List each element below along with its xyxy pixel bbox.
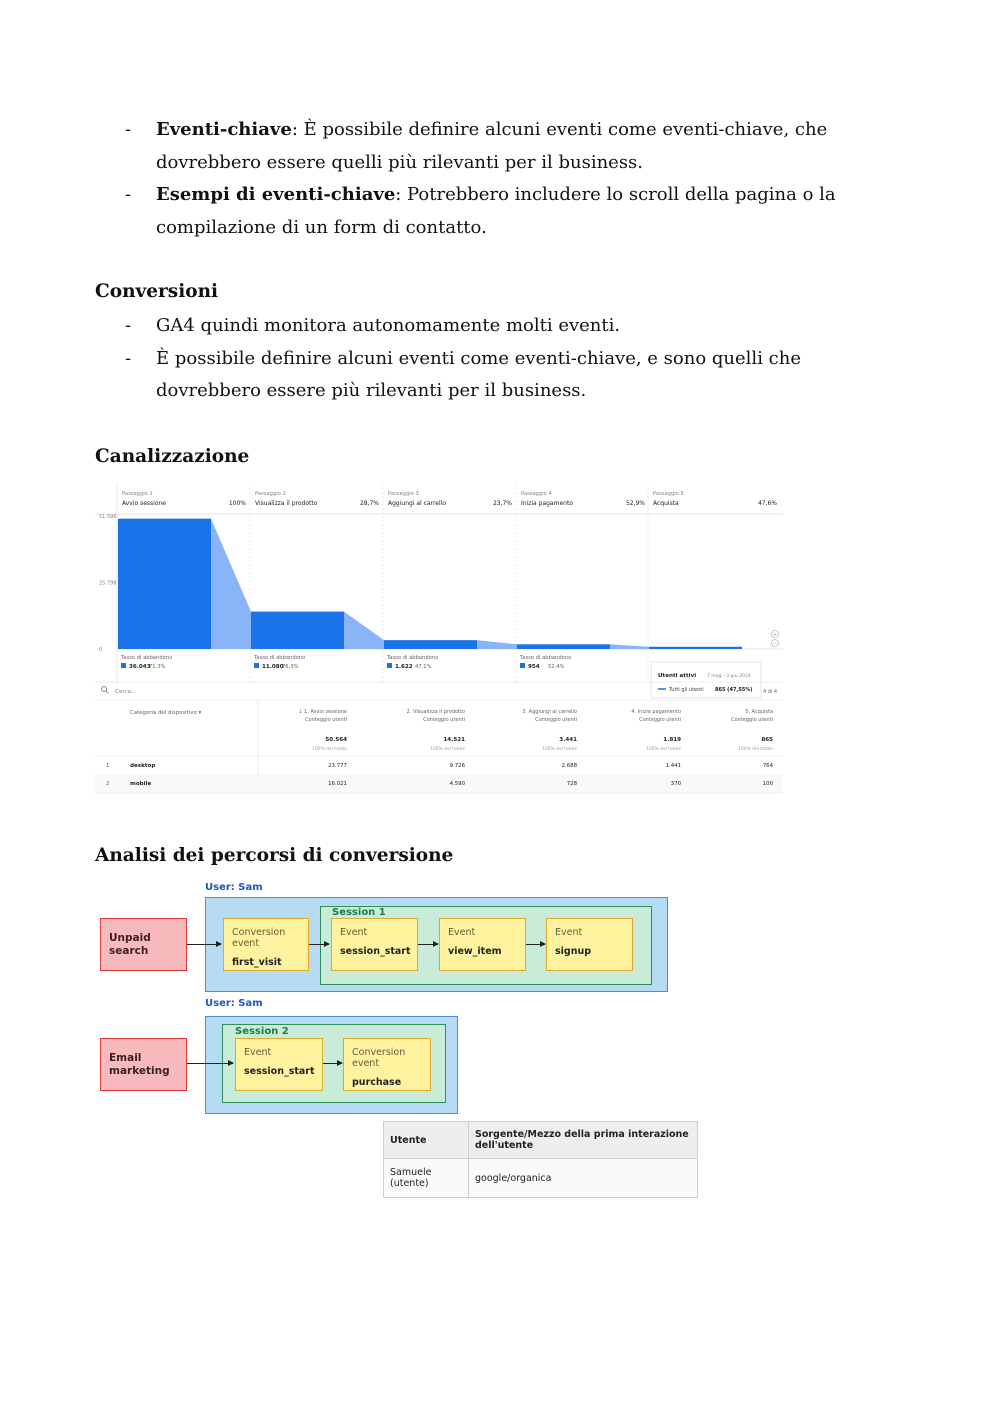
bullet-dash: - — [125, 184, 132, 205]
row-name: desktop — [130, 763, 156, 769]
column-header: 3. Aggiungi al carrello — [522, 709, 577, 715]
bullet-item — [125, 343, 885, 408]
column-header: ↓ 1. Avvio sessione — [298, 709, 347, 715]
tooltip-series: Tutti gli utenti — [669, 687, 704, 693]
bullet-item — [125, 179, 885, 244]
bullet-text: È possibile definire alcuni eventi come eventi-chiave, e sono quelli che dovrebbero essere più rilevanti per il business. — [156, 347, 801, 401]
bullet-text: : Potrebbero includere lo scroll della pagina o la compilazione di un form di contatto. — [156, 184, 836, 238]
source-box-email-marketing: Email marketing — [100, 1038, 187, 1091]
row-index: 2 — [106, 781, 110, 787]
bullet-dash: - — [125, 315, 132, 336]
event-box-view-item — [439, 918, 526, 971]
funnel-bar — [384, 640, 477, 649]
y-tick-label: 25.798 — [99, 580, 117, 587]
step-label: Passaggio 1 — [122, 491, 153, 497]
arrow-icon — [187, 1063, 233, 1064]
table-cell: 9.726 — [449, 763, 465, 769]
event-type: Event — [448, 927, 476, 938]
table-cell: 1.441 — [665, 763, 681, 769]
table-cell: 100 — [762, 781, 773, 787]
table-cell: 2.688 — [561, 763, 577, 769]
event-type: Conversion event — [352, 1047, 406, 1069]
search-icon — [106, 691, 109, 694]
tooltip-title: Utenti attivi — [658, 673, 697, 679]
abandon-swatch — [121, 663, 126, 668]
arrow-icon — [526, 944, 545, 945]
step-name: Avvio sessione — [122, 500, 167, 507]
abandon-percent: 71,3% — [149, 664, 166, 670]
dropoff-area — [344, 612, 384, 649]
arrow-icon — [323, 1063, 342, 1064]
search-input: Cerca... — [115, 689, 137, 695]
bullet-item — [125, 310, 885, 343]
step-name: Inizia pagamento — [521, 500, 573, 507]
column-total-note: 100% del totale — [542, 747, 577, 752]
key-events-bullets — [125, 114, 885, 244]
bullet-text: : È possibile definire alcuni eventi come eventi-chiave, che dovrebbero essere quelli più rilevanti per il business. — [156, 119, 828, 173]
column-total: 3.441 — [559, 737, 577, 743]
abandon-value: 954 — [528, 664, 540, 670]
event-name: signup — [555, 946, 592, 957]
event-name: purchase — [352, 1077, 402, 1088]
column-header: 5. Acquista — [745, 709, 773, 715]
session-label: Session 1 — [332, 907, 386, 918]
user-source-table — [383, 1121, 698, 1198]
arrow-icon — [187, 944, 221, 945]
column-total-note: 100% del totale — [430, 747, 465, 752]
event-type: Event — [340, 927, 368, 938]
bullet-dash: - — [125, 119, 132, 140]
tooltip-value: 865 (47,55%) — [715, 687, 753, 693]
dropoff-area — [477, 640, 517, 649]
heading-percorsi: Analisi dei percorsi di conversione — [95, 845, 454, 866]
funnel-report — [95, 484, 783, 794]
heading-conversioni: Conversioni — [95, 281, 219, 302]
abandon-percent: 52,4% — [548, 664, 565, 670]
abandon-value: 11.080 — [262, 664, 284, 670]
column-subheader: Conteggio utenti — [731, 717, 773, 723]
source-box-unpaid-search: Unpaid search — [100, 918, 187, 971]
table-header: Utente — [384, 1122, 469, 1159]
abandon-label: Tasso di abbandono — [254, 655, 306, 661]
abandon-label: Tasso di abbandono — [121, 655, 173, 661]
step-percent: 28,7% — [359, 500, 379, 507]
column-subheader: Conteggio utenti — [639, 717, 681, 723]
column-total: 14.521 — [443, 737, 465, 743]
step-name: Aggiungi al carrello — [388, 500, 446, 507]
step-percent: 23,7% — [492, 500, 512, 507]
funnel-chart — [95, 484, 783, 794]
y-tick-label: 0 — [99, 647, 103, 653]
column-total: 865 — [761, 737, 773, 743]
session-label: Session 2 — [235, 1026, 289, 1037]
column-total: 50.564 — [325, 737, 347, 743]
funnel-bar — [649, 647, 742, 649]
table-row — [384, 1159, 698, 1198]
step-percent: 52,9% — [625, 500, 645, 507]
dropoff-area — [610, 644, 649, 649]
column-total: 1.819 — [663, 737, 681, 743]
event-name: session_start — [244, 1066, 315, 1077]
abandon-swatch — [254, 663, 259, 668]
abandon-value: 36.043 — [129, 664, 151, 670]
abandon-label: Tasso di abbandono — [520, 655, 572, 661]
zoom-out-icon: − — [772, 641, 778, 647]
event-name: first_visit — [232, 957, 282, 968]
bullet-bold: Esempi di eventi-chiave — [156, 184, 396, 205]
bullet-item — [125, 114, 885, 179]
bullet-dash: - — [125, 347, 132, 369]
table-header: Sorgente/Mezzo della prima interazione dell'utente — [469, 1122, 698, 1159]
abandon-label: Tasso di abbandono — [387, 655, 439, 661]
tooltip-date: 7 mag - 3 giu 2024 — [707, 674, 751, 679]
column-subheader: Conteggio utenti — [305, 717, 347, 723]
event-box-first-visit — [223, 918, 309, 971]
table-cell: 764 — [762, 763, 773, 769]
step-label: Passaggio 4 — [521, 491, 552, 497]
column-subheader: Conteggio utenti — [423, 717, 465, 723]
event-type: Event — [244, 1047, 272, 1058]
column-subheader: Conteggio utenti — [535, 717, 577, 723]
step-name: Visualizza il prodotto — [255, 500, 318, 507]
table-cell: 16.021 — [328, 781, 347, 787]
step-label: Passaggio 5 — [653, 491, 684, 497]
heading-canalizzazione: Canalizzazione — [95, 446, 250, 467]
funnel-bar — [251, 612, 344, 649]
user-label: User: Sam — [205, 882, 263, 893]
funnel-bar — [517, 644, 610, 649]
bullet-text: GA4 quindi monitora autonomamente molti eventi. — [156, 315, 621, 336]
table-cell: 370 — [670, 781, 681, 787]
arrow-icon — [418, 944, 438, 945]
abandon-swatch — [520, 663, 525, 668]
event-box-purchase — [343, 1038, 431, 1091]
column-header: 2. Visualizza il prodotto — [406, 709, 465, 715]
step-percent: 47,6% — [757, 500, 777, 507]
table-header-row — [384, 1122, 698, 1159]
step-name: Acquista — [653, 500, 679, 507]
table-cell: 728 — [566, 781, 577, 787]
dropoff-area — [211, 519, 251, 649]
funnel-bar — [118, 519, 211, 649]
column-total-note: 100% del totale — [312, 747, 347, 752]
user-label: User: Sam — [205, 998, 263, 1009]
table-cell: 4.590 — [449, 781, 465, 787]
column-header: 4. Inizia pagamento — [631, 709, 681, 715]
event-type: Conversion event — [232, 927, 286, 949]
event-box-session-start — [331, 918, 418, 971]
event-box-session-start — [235, 1038, 323, 1091]
dimension-header: Categoria del dispositivo ▾ — [130, 710, 202, 716]
table-cell: google/organica — [469, 1159, 698, 1198]
table-cell: 23.777 — [328, 763, 347, 769]
column-total-note: 100% del totale — [738, 747, 773, 752]
conversion-path-diagram — [95, 878, 705, 1189]
event-name: view_item — [448, 946, 502, 957]
event-box-signup — [546, 918, 633, 971]
pager-label: 4 di 4 — [763, 689, 778, 695]
row-name: mobile — [130, 781, 152, 787]
abandon-swatch — [387, 663, 392, 668]
step-percent: 100% — [228, 500, 246, 507]
search-icon — [102, 687, 107, 692]
table-cell: Samuele (utente) — [384, 1159, 469, 1198]
event-name: session_start — [340, 946, 411, 957]
abandon-value: 1.622 — [395, 664, 413, 670]
event-type: Event — [555, 927, 583, 938]
step-label: Passaggio 2 — [255, 491, 286, 497]
column-total-note: 100% del totale — [646, 747, 681, 752]
arrow-icon — [309, 944, 329, 945]
step-label: Passaggio 3 — [388, 491, 419, 497]
zoom-in-icon: + — [772, 632, 778, 638]
abandon-percent: 47,1% — [415, 664, 432, 670]
bullet-bold: Eventi-chiave — [156, 119, 292, 140]
y-tick-label: 51.596 — [99, 514, 117, 520]
row-index: 1 — [106, 763, 110, 769]
conversioni-bullets — [125, 310, 885, 408]
abandon-percent: 76,3% — [282, 664, 299, 670]
